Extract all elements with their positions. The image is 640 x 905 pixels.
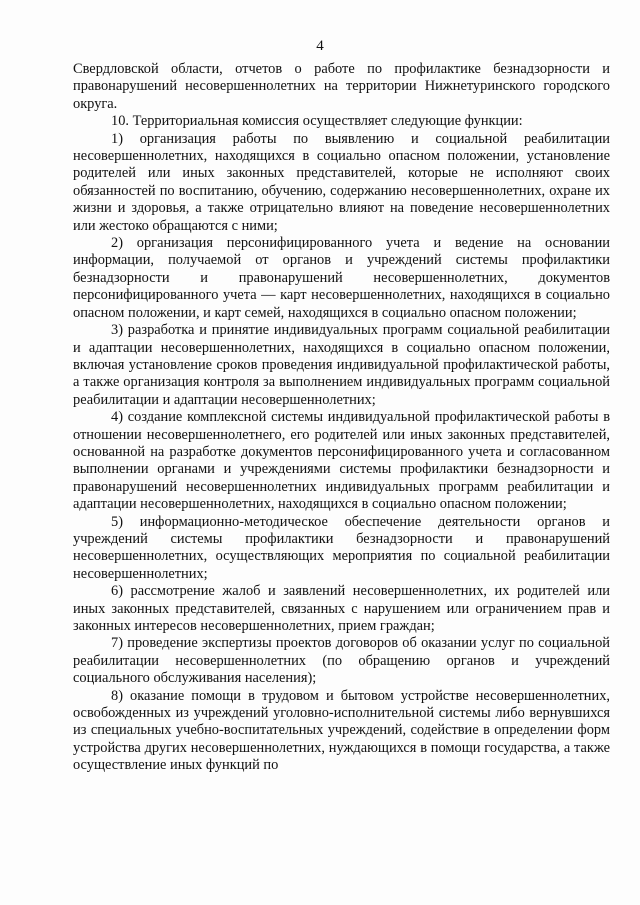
document-body — [73, 61, 610, 775]
paragraph-item-5: 5) информационно-методическое обеспечение деятельности органов и учреждений системы профилактики безнадзорности и правонарушений несовершеннолетних, осуществляющих мероприятия по социальной реабилитации несовершеннолетних; — [73, 513, 610, 582]
paragraph-section-10: 10. Территориальная комиссия осуществляет следующие функции: — [111, 113, 523, 130]
paragraph-item-4: 4) создание комплексной системы индивидуальной профилактической работы в отношении несовершеннолетнего, его родителей или иных законных представителей, основанной на разработке документов персонифицированного учета и согласованном выполнении органами и учреждениями системы профилактики безнадзорности и правонарушений несовершеннолетних индивидуальных программ реабилитации и адаптации несовершеннолетних, находящихся в социально опасном положении; — [73, 409, 610, 513]
paragraph-item-1: 1) организация работы по выявлению и социальной реабилитации несовершеннолетних, находящихся в социально опасном положении, установление родителей или иных законных представителей, которые не исполняют своих обязанностей по воспитанию, обучению, содержанию несовершеннолетних, охране их жизни и здоровья, а также отрицательно влияют на поведение несовершеннолетних или жестоко обращаются с ними; — [73, 130, 610, 234]
paragraph-item-7: 7) проведение экспертизы проектов договоров об оказании услуг по социальной реабилитации несовершеннолетних (по обращению органов и учреждений социального обслуживания населения); — [73, 635, 610, 687]
paragraph-item-2: 2) организация персонифицированного учета и ведение на основании информации, получаемой от органов и учреждений системы профилактики безнадзорности и правонарушений несовершеннолетних, документов персонифицированного учета — карт несовершеннолетних, находящихся в социально опасном положении, и карт семей, находящихся в социально опасном положении; — [73, 235, 610, 321]
page-number: 4 — [316, 38, 324, 54]
paragraph-item-8: 8) оказание помощи в трудовом и бытовом устройстве несовершеннолетних, освобожденных из учреждений уголовно-исполнительной системы либо вернувшихся из специальных учебно-воспитательных учреждений, содействие в определении форм устройства других несовершеннолетних, нуждающихся в помощи государства, а также осуществление иных функций по — [73, 687, 610, 774]
paragraph-item-3: 3) разработка и принятие индивидуальных программ социальной реабилитации и адаптации несовершеннолетних, находящихся в социально опасном положении, включая установление сроков проведения индивидуальной профилактической работы, а также организация контроля за выполнением индивидуальных программ социальной реабилитации и адаптации несовершеннолетних; — [73, 322, 610, 408]
paragraph-continuation: Свердловской области, отчетов о работе по профилактике безнадзорности и правонарушений несовершеннолетних на территории Нижнетуринского городского округа. — [73, 61, 610, 112]
paragraph-item-6: 6) рассмотрение жалоб и заявлений несовершеннолетних, их родителей или иных законных представителей, связанных с нарушением или ограничением прав и законных интересов несовершеннолетних, прием граждан; — [73, 583, 610, 634]
